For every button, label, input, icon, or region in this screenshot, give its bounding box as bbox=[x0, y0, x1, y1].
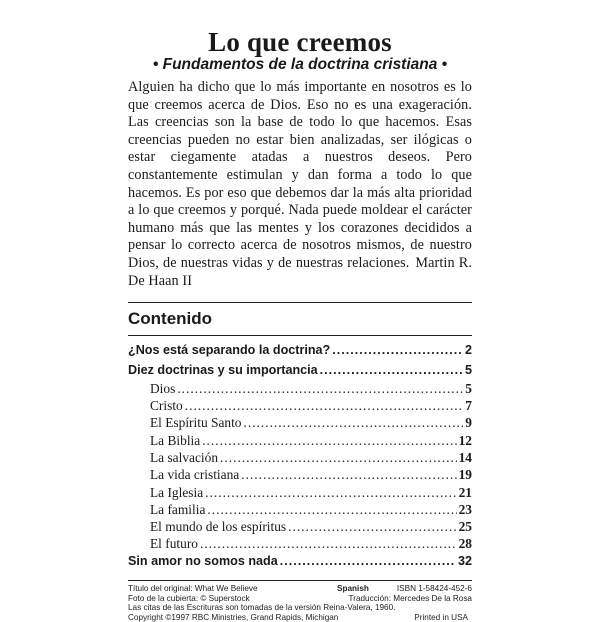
footer-divider bbox=[128, 580, 472, 581]
translation-credit: Traducción: Mercedes De la Rosa bbox=[348, 593, 472, 603]
toc-leader-dots bbox=[241, 466, 456, 483]
toc-entry-page: 32 bbox=[457, 553, 472, 568]
toc-leader-dots bbox=[207, 501, 456, 518]
table-of-contents bbox=[128, 342, 472, 570]
colophon bbox=[128, 584, 472, 622]
intro-text: Alguien ha dicho que lo más importante en nosotros es lo que creemos acerca de Dios. Eso no es una exageración. Las creencias son la base de todo lo que hacemos. Esas creencias pueden no estar bien analizadas, ser ilógicas o estar ciegamente atadas a nuestros deseos. Pero constantemente estimulan y dan forma a todo lo que hacemos. Es por eso que debemos dar la más alta prioridad a lo que creemos y porqué. Nada puede moldear el carácter humano más que las mentes y los corazones decididos a pensar lo correcto acerca de nosotros mismos, de nuestro Dios, de nuestras vidas y de nuestras relaciones. bbox=[128, 79, 472, 271]
toc-entry-label: El Espíritu Santo bbox=[150, 415, 242, 431]
toc-leader-dots bbox=[244, 414, 464, 431]
document-title: Lo que creemos bbox=[208, 27, 392, 57]
toc-entry-page: 23 bbox=[458, 501, 472, 517]
intro-paragraph bbox=[128, 79, 472, 290]
toc-leader-dots bbox=[280, 553, 456, 570]
toc-leader-dots bbox=[185, 397, 464, 414]
toc-leader-dots bbox=[202, 432, 456, 449]
toc-entry bbox=[128, 553, 472, 570]
scripture-note: Las citas de las Escrituras son tomadas de la versión Reina-Valera, 1960. bbox=[128, 603, 396, 613]
toc-leader-dots bbox=[332, 342, 463, 359]
toc-entry-page: 7 bbox=[465, 398, 472, 414]
toc-entry-page: 5 bbox=[465, 380, 472, 396]
toc-entry bbox=[128, 414, 472, 431]
contents-heading: Contenido bbox=[128, 309, 472, 336]
toc-entry bbox=[128, 484, 472, 501]
toc-leader-dots bbox=[177, 380, 463, 397]
toc-entry bbox=[128, 466, 472, 483]
toc-entry-page: 21 bbox=[458, 484, 472, 500]
toc-entry-label: Cristo bbox=[150, 398, 183, 414]
toc-entry-label: La familia bbox=[150, 501, 206, 517]
toc-entry-page: 12 bbox=[458, 432, 472, 448]
original-title: Título del original: What We Believe bbox=[128, 583, 258, 593]
isbn: ISBN 1-58424-452-6 bbox=[396, 583, 472, 593]
toc-entry-label: La Biblia bbox=[150, 432, 201, 448]
intro-author: Martin R. De Haan II bbox=[128, 254, 472, 289]
toc-entry bbox=[128, 397, 472, 414]
toc-entry-page: 2 bbox=[464, 343, 472, 358]
toc-leader-dots bbox=[200, 535, 457, 552]
toc-entry-page: 14 bbox=[458, 449, 472, 465]
copyright: Copyright ©1997 RBC Ministries, Grand Rapids, Michigan bbox=[128, 612, 339, 622]
toc-entry-label: La vida cristiana bbox=[150, 467, 240, 483]
toc-entry bbox=[128, 535, 472, 552]
toc-leader-dots bbox=[220, 449, 457, 466]
toc-entry-page: 19 bbox=[458, 467, 472, 483]
language-label: Spanish bbox=[337, 583, 369, 593]
toc-entry-label: El futuro bbox=[150, 536, 198, 552]
printed-in: Printed in USA bbox=[414, 612, 468, 622]
toc-entry-label: Diez doctrinas y su importancia bbox=[128, 363, 318, 378]
document-subtitle: • Fundamentos de la doctrina cristiana • bbox=[152, 56, 448, 73]
toc-entry bbox=[128, 518, 472, 535]
toc-entry-label: Dios bbox=[150, 380, 176, 396]
toc-entry-page: 25 bbox=[458, 519, 472, 535]
toc-entry-label: ¿Nos está separando la doctrina? bbox=[128, 343, 331, 358]
toc-entry bbox=[128, 380, 472, 397]
toc-leader-dots bbox=[205, 484, 456, 501]
toc-entry-label: La Iglesia bbox=[150, 484, 204, 500]
toc-entry-page: 28 bbox=[458, 536, 472, 552]
toc-entry bbox=[128, 362, 472, 379]
toc-entry bbox=[128, 449, 472, 466]
toc-entry-page: 9 bbox=[465, 415, 472, 431]
toc-leader-dots bbox=[288, 518, 456, 535]
toc-entry bbox=[128, 342, 472, 359]
toc-entry bbox=[128, 501, 472, 518]
toc-entry bbox=[128, 432, 472, 449]
toc-entry-label: Sin amor no somos nada bbox=[128, 553, 278, 568]
cover-photo-credit: Foto de la cubierta: © Superstock bbox=[128, 593, 250, 603]
toc-entry-label: El mundo de los espíritus bbox=[150, 519, 287, 535]
toc-entry-page: 5 bbox=[464, 363, 472, 378]
toc-entry-label: La salvación bbox=[150, 449, 219, 465]
toc-leader-dots bbox=[320, 362, 463, 379]
contents-section bbox=[128, 302, 472, 570]
